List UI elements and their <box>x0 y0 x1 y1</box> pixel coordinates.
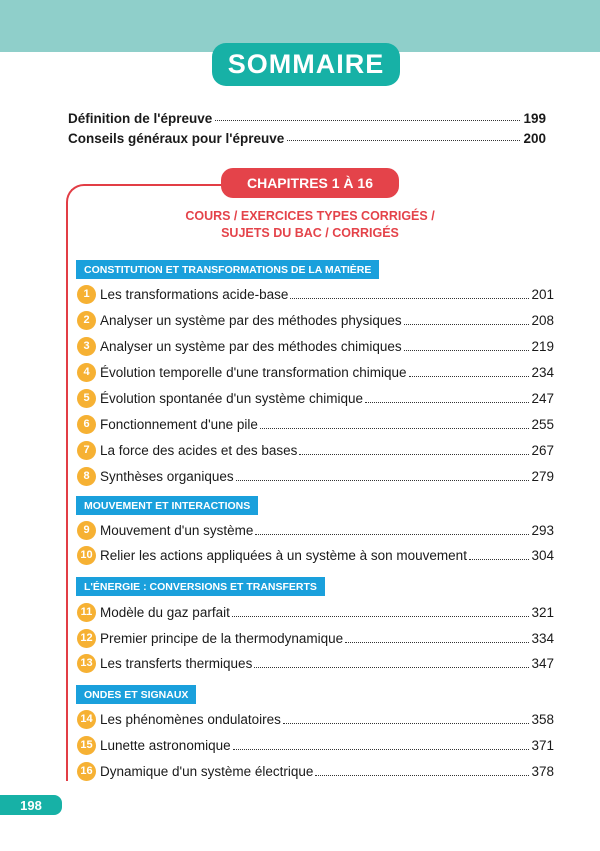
toc-row-definition[interactable] <box>68 104 546 126</box>
chapter-title: Fonctionnement d'une pile <box>100 416 258 432</box>
chapter-entry-12[interactable] <box>77 627 554 649</box>
chapter-number-badge: 11 <box>77 603 96 622</box>
chapter-page: 201 <box>531 286 554 302</box>
chapters-badge: CHAPITRES 1 À 16 <box>221 168 399 198</box>
chapter-title: Relier les actions appliquées à un système à son mouvement <box>100 547 467 563</box>
chapter-entry-14[interactable] <box>77 708 554 730</box>
dot-leader <box>255 534 529 535</box>
chapter-page: 347 <box>531 655 554 671</box>
subtitle-line-2: SUJETS DU BAC / CORRIGÉS <box>221 226 399 240</box>
chapter-entry-7[interactable] <box>77 439 554 461</box>
toc-row-label: Conseils généraux pour l'épreuve <box>68 131 285 146</box>
chapter-title: La force des acides et des bases <box>100 442 298 458</box>
chapter-title: Les transformations acide-base <box>100 286 289 302</box>
chapter-number-badge: 12 <box>77 629 96 648</box>
dot-leader <box>345 642 529 643</box>
chapter-entry-11[interactable] <box>77 601 554 623</box>
chapter-title: Modèle du gaz parfait <box>100 604 230 620</box>
chapter-page: 378 <box>531 763 554 779</box>
dot-leader <box>287 140 520 141</box>
section-header-mouvement: MOUVEMENT ET INTERACTIONS <box>76 496 258 515</box>
chapter-entry-10[interactable] <box>77 544 554 566</box>
chapter-entry-13[interactable] <box>77 652 554 674</box>
chapter-page: 267 <box>531 442 554 458</box>
dot-leader <box>254 667 529 668</box>
chapter-page: 208 <box>531 312 554 328</box>
dot-leader <box>236 480 530 481</box>
dot-leader <box>232 616 530 617</box>
chapter-page: 279 <box>531 468 554 484</box>
dot-leader <box>409 376 530 377</box>
dot-leader <box>404 324 530 325</box>
chapter-page: 293 <box>531 522 554 538</box>
dot-leader <box>260 428 530 429</box>
dot-leader <box>283 723 530 724</box>
chapter-title: Évolution temporelle d'une transformation chimique <box>100 364 407 380</box>
chapter-page: 219 <box>531 338 554 354</box>
chapter-page: 255 <box>531 416 554 432</box>
chapter-page: 234 <box>531 364 554 380</box>
chapter-entry-4[interactable] <box>77 361 554 383</box>
chapter-page: 247 <box>531 390 554 406</box>
page-title: SOMMAIRE <box>212 43 400 86</box>
dot-leader <box>215 120 520 121</box>
chapter-number-badge: 7 <box>77 441 96 460</box>
chapter-page: 334 <box>531 630 554 646</box>
chapter-title: Dynamique d'un système électrique <box>100 763 314 779</box>
subtitle-line-1: COURS / EXERCICES TYPES CORRIGÉS / <box>185 209 435 223</box>
chapter-number-badge: 10 <box>77 546 96 565</box>
chapter-page: 358 <box>531 711 554 727</box>
page-number: 198 <box>0 795 62 815</box>
chapter-number-badge: 3 <box>77 337 96 356</box>
chapter-title: Premier principe de la thermodynamique <box>100 630 344 646</box>
dot-leader <box>233 749 530 750</box>
chapters-subtitle <box>150 208 470 242</box>
chapter-entry-5[interactable] <box>77 387 554 409</box>
chapter-entry-16[interactable] <box>77 760 554 782</box>
chapter-page: 304 <box>531 547 554 563</box>
chapter-title: Mouvement d'un système <box>100 522 254 538</box>
chapter-entry-2[interactable] <box>77 309 554 331</box>
chapter-entry-9[interactable] <box>77 519 554 541</box>
chapter-title: Analyser un système par des méthodes physiques <box>100 312 402 328</box>
chapter-title: Synthèses organiques <box>100 468 234 484</box>
dot-leader <box>290 298 529 299</box>
section-header-energie: L'ÉNERGIE : CONVERSIONS ET TRANSFERTS <box>76 577 325 596</box>
dot-leader <box>299 454 529 455</box>
chapter-number-badge: 14 <box>77 710 96 729</box>
chapter-entry-8[interactable] <box>77 465 554 487</box>
dot-leader <box>315 775 529 776</box>
chapter-title: Les transferts thermiques <box>100 655 253 671</box>
chapter-page: 371 <box>531 737 554 753</box>
chapter-number-badge: 13 <box>77 654 96 673</box>
chapter-number-badge: 2 <box>77 311 96 330</box>
toc-row-page: 200 <box>523 131 546 146</box>
dot-leader <box>404 350 530 351</box>
toc-row-page: 199 <box>523 111 546 126</box>
chapter-entry-3[interactable] <box>77 335 554 357</box>
chapter-number-badge: 6 <box>77 415 96 434</box>
chapter-title: Analyser un système par des méthodes chimiques <box>100 338 402 354</box>
chapter-number-badge: 15 <box>77 736 96 755</box>
chapter-entry-15[interactable] <box>77 734 554 756</box>
dot-leader <box>469 559 530 560</box>
section-header-ondes: ONDES ET SIGNAUX <box>76 685 196 704</box>
chapter-number-badge: 1 <box>77 285 96 304</box>
toc-row-conseils[interactable] <box>68 124 546 146</box>
chapter-title: Lunette astronomique <box>100 737 231 753</box>
chapter-number-badge: 9 <box>77 521 96 540</box>
chapter-title: Les phénomènes ondulatoires <box>100 711 281 727</box>
chapter-page: 321 <box>531 604 554 620</box>
chapter-number-badge: 4 <box>77 363 96 382</box>
chapter-entry-6[interactable] <box>77 413 554 435</box>
chapter-title: Évolution spontanée d'un système chimique <box>100 390 363 406</box>
chapter-number-badge: 16 <box>77 762 96 781</box>
section-header-matiere: CONSTITUTION ET TRANSFORMATIONS DE LA MATIÈRE <box>76 260 379 279</box>
chapter-entry-1[interactable] <box>77 283 554 305</box>
toc-row-label: Définition de l'épreuve <box>68 111 213 126</box>
chapter-number-badge: 8 <box>77 467 96 486</box>
chapter-number-badge: 5 <box>77 389 96 408</box>
dot-leader <box>365 402 529 403</box>
